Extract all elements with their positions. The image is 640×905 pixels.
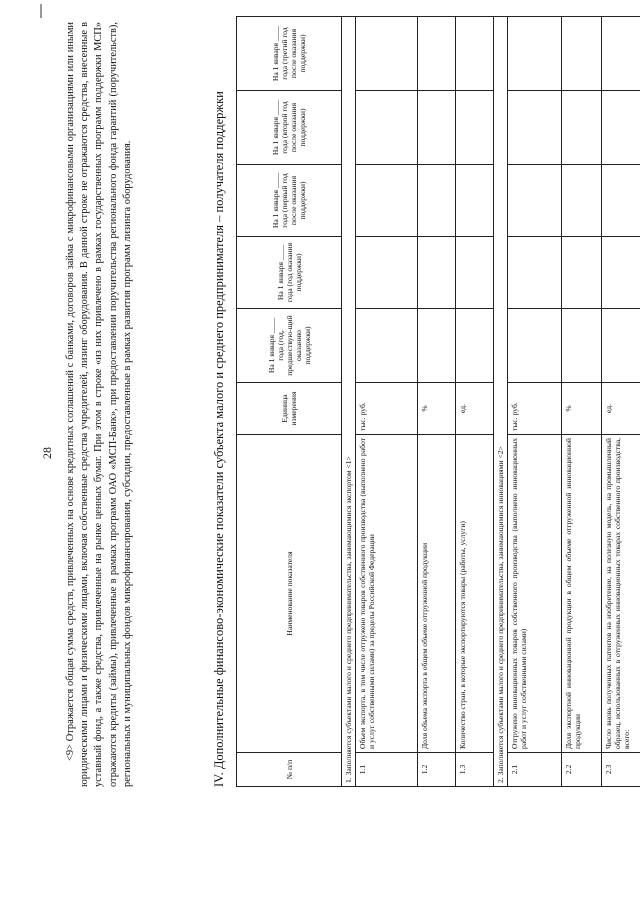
value-cell <box>562 91 602 165</box>
row-num: 1.2 <box>418 753 456 787</box>
row-unit: % <box>562 383 602 435</box>
table-row <box>418 17 456 787</box>
value-cell <box>602 309 640 383</box>
header-year-0: На 1 января ____ года (год оказания поддержки) <box>237 237 342 309</box>
row-num: 2.1 <box>508 753 562 787</box>
value-cell <box>418 237 456 309</box>
footnote-paragraph <box>64 22 135 787</box>
row-name: Количество стран, в которые экспортируются товары (работы, услуги) <box>456 435 494 753</box>
value-cell <box>456 17 494 91</box>
value-cell <box>562 165 602 237</box>
value-cell <box>562 17 602 91</box>
group-label: 1. Заполняется субъектами малого и среднего предпринимательства, занимающимися экспортом <1> <box>342 17 356 787</box>
indicators-table <box>236 16 640 787</box>
value-cell <box>508 165 562 237</box>
row-unit: тыс. руб. <box>508 383 562 435</box>
row-name: Число вновь полученных патентов на изобретение, на полезную модель, на промышленный образец, использованных в отгруженных инновационных товарах собственного производства, всего: <box>602 435 640 753</box>
value-cell <box>418 165 456 237</box>
table-row <box>602 17 640 787</box>
row-name: Доля экспортной инновационной продукции в общем объеме отгруженной инновационной продукции <box>562 435 602 753</box>
header-name: Наименование показателя <box>237 435 342 753</box>
row-name: Доля объема экспорта в общем объеме отгруженной продукции <box>418 435 456 753</box>
value-cell <box>356 17 418 91</box>
value-cell <box>356 309 418 383</box>
value-cell <box>602 237 640 309</box>
group-row-export <box>342 17 356 787</box>
value-cell <box>602 17 640 91</box>
value-cell <box>508 309 562 383</box>
footnote-text: <9> Отражается общая сумма средств, привлеченных на основе кредитных соглашений с банками, договоров займа с микрофинансовыми организациями или иными юридическими лицами и физическими лицами, включая собственные средства учредителей, лизинг оборудования. В данной строке не отражаются средства, внесенные в уставный фонд, а также средства, привлеченные на рынке ценных бумаг. При этом в строке «из них привлечено в рамках государственных программ поддержки МСП» отражаются кредиты (займы), привлеченные в рамках программ ОАО «МСП-Банк», при предоставлении поручительства регионального фонда гарантий (поручительств), региональных и муниципальных фондов микрофинансирования, субсидии, предоставленные в рамках развития программ лизинга оборудования. <box>65 22 133 787</box>
row-name: Объем экспорта, в том числе отгружено товаров собственного производства (выполнено работ и услуг собственными силами) за пределы Российской Федерации <box>356 435 418 753</box>
value-cell <box>356 237 418 309</box>
value-cell <box>562 309 602 383</box>
value-cell <box>456 237 494 309</box>
value-cell <box>508 237 562 309</box>
header-num: № п/п <box>237 753 342 787</box>
row-name: Отгружено инновационных товаров собственного производства (выполнено инновационных работ и услуг собственными силами) <box>508 435 562 753</box>
value-cell <box>356 91 418 165</box>
table-row <box>456 17 494 787</box>
value-cell <box>602 91 640 165</box>
value-cell <box>456 165 494 237</box>
value-cell <box>418 309 456 383</box>
section-title: IV. Дополнительные финансово-экономические показатели субъекта малого и среднего предпринимателя – получателя поддержки <box>212 91 226 787</box>
value-cell <box>356 165 418 237</box>
header-year-2: На 1 января ____ года (второй год после оказания поддержки) <box>237 91 342 165</box>
row-unit: тыс. руб. <box>356 383 418 435</box>
group-label: 2. Заполняется субъектами малого и среднего предпринимательства, занимающимися инновациями <2> <box>494 17 508 787</box>
value-cell <box>418 91 456 165</box>
page-number: 28 <box>40 447 54 459</box>
header-year-1: На 1 января ____ года (первый год после оказания поддержки) <box>237 165 342 237</box>
value-cell <box>562 237 602 309</box>
value-cell <box>456 91 494 165</box>
table-row <box>508 17 562 787</box>
value-cell <box>418 17 456 91</box>
table-row <box>356 17 418 787</box>
group-row-innovation <box>494 17 508 787</box>
table-row <box>562 17 602 787</box>
row-unit: % <box>418 383 456 435</box>
header-unit: Единица измерения <box>237 383 342 435</box>
value-cell <box>508 17 562 91</box>
row-unit: ед. <box>456 383 494 435</box>
row-num: 2.2 <box>562 753 602 787</box>
row-num: 2.3 <box>602 753 640 787</box>
value-cell <box>508 91 562 165</box>
value-cell <box>602 165 640 237</box>
row-num: 1.3 <box>456 753 494 787</box>
header-year-3: На 1 января ____ года (третий год после оказания поддержки) <box>237 17 342 91</box>
header-year-prev: На 1 января ____ года (год, предшествую-щий оказанию поддержки) <box>237 309 342 383</box>
value-cell <box>456 309 494 383</box>
row-unit: ед. <box>602 383 640 435</box>
row-num: 1.1 <box>356 753 418 787</box>
header-row <box>237 17 342 787</box>
